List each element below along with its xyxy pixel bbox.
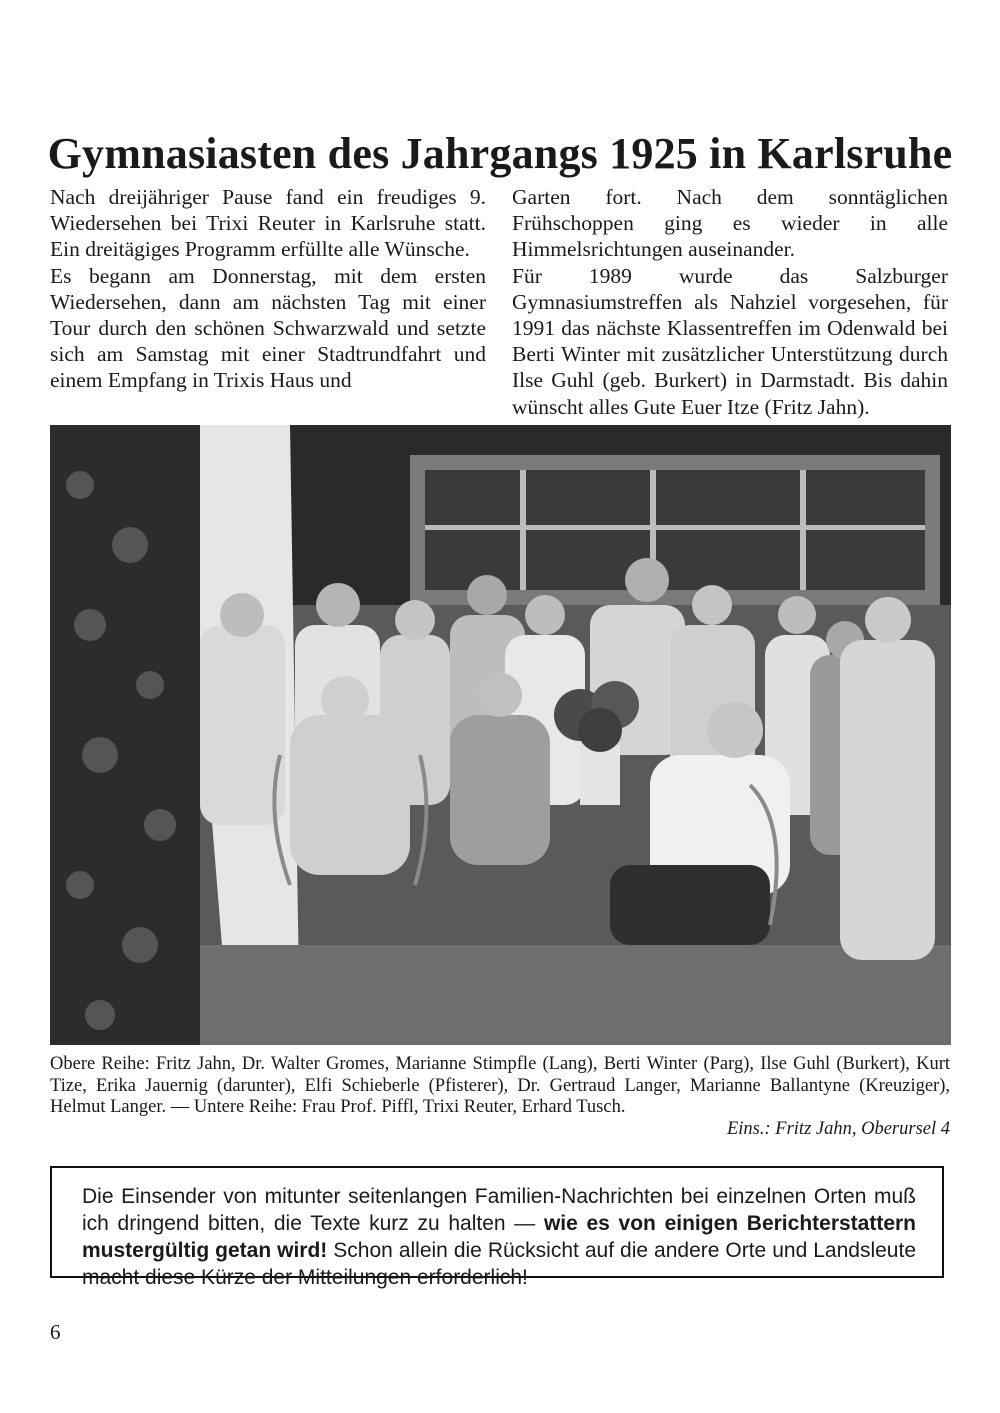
notice-bold-text: wie es von einigen Berichterstattern mustergültig getan wird! <box>82 1212 917 1262</box>
paragraph: Für 1989 wurde das Salzburger Gymnasiumstreffen als Nahziel vorgesehen, für 1991 das nächste Klassentreffen im Odenwald bei Berti Winter mit zusätzlicher Unterstützung durch Ilse Guhl (geb. Burkert) in Darmstadt. Bis dahin wünscht alles Gute Euer Itze (Fritz Jahn). <box>512 263 948 419</box>
page-number: 6 <box>50 1320 61 1344</box>
group-photo-illustration <box>50 425 951 1045</box>
photo-credit: Eins.: Fritz Jahn, Oberursel 4 <box>726 1119 950 1139</box>
article-right-column <box>512 184 948 420</box>
notice-text: Die Einsender von mitunter seitenlangen Familien-Nachrichten bei einzelnen Orten muß ich dringend bitten, die Texte kurz zu halten — <box>82 1185 916 1235</box>
paragraph: Es begann am Donnerstag, mit dem ersten Wiedersehen, dann am nächsten Tag mit einer Tour durch den schönen Schwarzwald und setzte sich am Samstag mit einer Stadtrundfahrt und einem Empfang in Trixis Haus und <box>50 263 486 393</box>
article-left-column <box>50 184 486 394</box>
paragraph: Garten fort. Nach dem sonntäglichen Frühschoppen ging es wieder in alle Himmelsrichtungen auseinander. <box>512 185 948 262</box>
paragraph: Nach dreijähriger Pause fand ein freudiges 9. Wiedersehen bei Trixi Reuter in Karlsruhe statt. Ein dreitägiges Programm erfüllte alle Wünsche. <box>50 185 486 262</box>
notice-text-end: Schon allein die Rücksicht auf die andere Orte und Landsleute macht diese Kürze der Mitteilungen erforderlich! <box>82 1239 916 1289</box>
editor-notice-box <box>50 1166 944 1289</box>
group-photo <box>50 425 951 1045</box>
photo-caption <box>50 1054 950 1119</box>
article-title: Gymnasiasten des Jahrgangs 1925 in Karlsruhe <box>47 129 953 178</box>
caption-text: Obere Reihe: Fritz Jahn, Dr. Walter Gromes, Marianne Stimpfle (Lang), Berti Winter (Parg), Ilse Guhl (Burkert), Kurt Tize, Erika Jauernig (darunter), Elfi Schieberle (Pfisterer), Dr. Gertraud Langer, Marianne Ballantyne (Kreuziger), Helmut Langer. — Untere Reihe: Frau Prof. Piffl, Trixi Reuter, Erhard Tusch. <box>50 1054 950 1117</box>
